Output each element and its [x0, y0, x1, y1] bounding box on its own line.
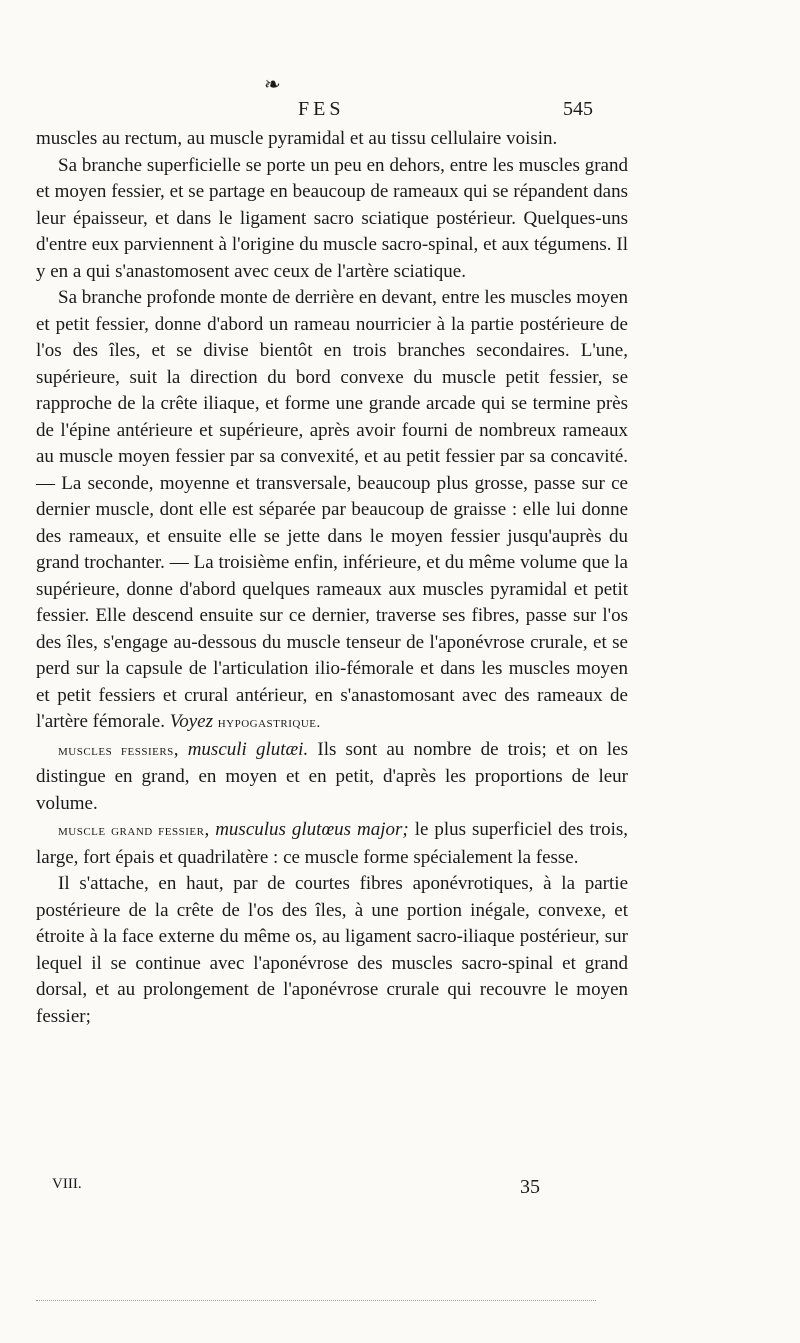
paragraph: [36, 817, 628, 871]
bottom-dotted-rule: [36, 1300, 596, 1301]
small-caps-text: muscles fessiers: [58, 742, 174, 759]
ornament-mark: ❧: [264, 74, 281, 96]
small-caps-text: muscle grand fessier: [58, 823, 205, 839]
text-run: Ils sont au nombre de trois; et on les distingue en grand, en moyen et en petit, d'après les proportions de leur volume.: [36, 738, 628, 814]
italic-text: musculi glutæi.: [187, 738, 309, 760]
paragraph: [36, 126, 628, 153]
italic-text: musculus glutœus major;: [215, 819, 409, 840]
text-run: muscles au rectum, au muscle pyramidal et au tissu cellulaire voisin.: [36, 128, 558, 149]
signature-mark: VIII.: [52, 1176, 82, 1192]
italic-text: Voyez: [169, 711, 213, 732]
paragraph: [36, 871, 628, 1030]
text-run: ,: [173, 738, 188, 760]
paragraph: [36, 153, 628, 286]
body-text: [36, 126, 628, 1030]
text-run: le plus superficiel des trois, large, fort épais et quadrilatère : ce muscle forme spécialement la fesse.: [36, 819, 628, 868]
running-head: [36, 98, 636, 126]
gathering-number: 35: [520, 1176, 540, 1198]
paragraph: [36, 737, 628, 818]
small-caps-text: hypogastrique.: [217, 715, 321, 731]
text-run: Il s'attache, en haut, par de courtes fibres aponévrotiques, à la partie postérieure de la crête de l'os des îles, à une portion inégale, convexe, et étroite à la face externe du même os, au ligament sacro-iliaque postérieur, sur lequel il se continue avec l'aponévrose des muscles sacro-spinal et grand dorsal, et au prolongement de l'aponévrose crurale qui recouvre le moyen fessier;: [36, 873, 628, 1027]
text-run: ,: [204, 819, 216, 840]
page-number: 545: [563, 98, 593, 120]
book-page: [36, 0, 636, 1343]
text-run: Sa branche superficielle se porte un peu en dehors, entre les muscles grand et moyen fessier, et se partage en beaucoup de rameaux qui se répandent dans leur épaisseur, et dans le ligament sacro sciatique postérieur. Quelques-uns d'entre eux parviennent à l'origine du muscle sacro-spinal, et aux tégumens. Il y en a qui s'anastomosent avec ceux de l'artère sciatique.: [36, 154, 628, 282]
paragraph: [36, 285, 628, 737]
running-title: FES: [298, 98, 345, 120]
text-run: Sa branche profonde monte de derrière en devant, entre les muscles moyen et petit fessier, donne d'abord un rameau nourricier à la partie postérieure de l'os des îles, et se divise bientôt en trois branches secondaires. L'une, supérieure, suit la direction du bord convexe du muscle petit fessier, se rapproche de la crête iliaque, et forme une grande arcade qui se termine près de l'épine antérieure et supérieure, après avoir fourni de nombreux rameaux au muscle moyen fessier par sa convexité, et au petit fessier par sa concavité. — La seconde, moyenne et transversale, beaucoup plus grosse, passe sur ce dernier muscle, dont elle est séparée par beaucoup de graisse : elle lui donne des rameaux, et ensuite elle se jette dans le moyen fessier jusqu'auprès du grand trochanter. — La troisième enfin, inférieure, et du même volume que la supérieure, donne d'abord quelques rameaux aux muscles pyramidal et petit fessier. Elle descend ensuite sur ce dernier, traverse ses fibres, passe sur l'os des îles, s'engage au-dessous du muscle tenseur de l'aponévrose crurale, et se perd sur la capsule de l'articulation ilio-fémorale et dans les muscles moyen et petit fessiers et crural antérieur, en s'anastomosant avec des rameaux de l'artère fémorale.: [36, 287, 628, 732]
page-footer: [36, 1176, 636, 1202]
